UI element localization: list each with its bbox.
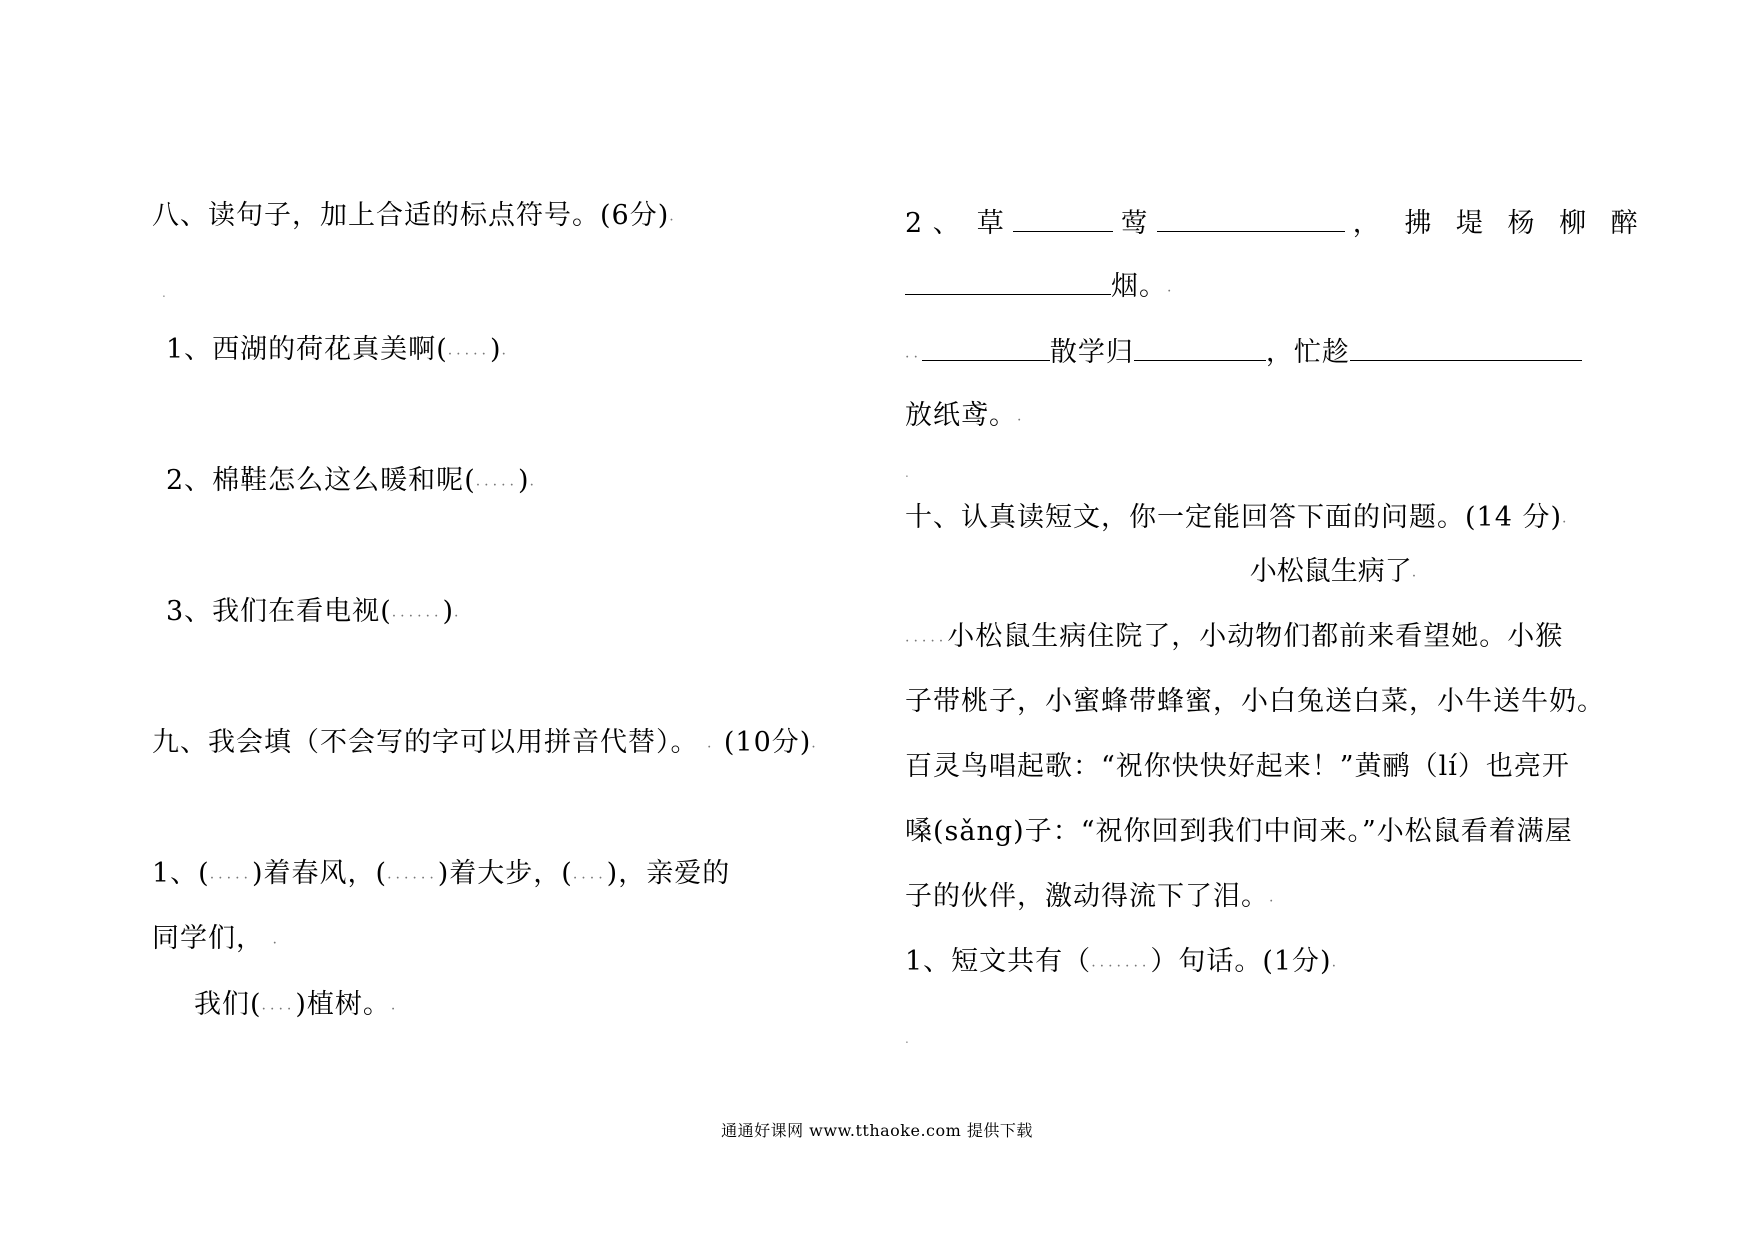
- footer-text: 通通好课网 www.tthaoke.com 提供下载: [721, 1121, 1033, 1140]
- question-9-item-2-line-4: 放纸鸢。.: [905, 400, 1026, 431]
- q8-item-3-text: 3、我们在看电视: [166, 596, 381, 627]
- question-8-title-text: 八、读句子，加上合适的标点符号。(6分): [152, 200, 670, 231]
- q9-2-line2-end: 烟。: [1111, 271, 1167, 302]
- passage-line-4-text: 嗓(sǎng)子：“祝你回到我们中间来。”小松鼠看着满屋: [905, 816, 1573, 847]
- passage-line-5: 子的伙伴，激动得流下了泪。.: [905, 881, 1278, 912]
- q9-2-number: 2 、: [905, 208, 961, 239]
- q10-1-prefix: 1、短文共有（: [905, 946, 1092, 977]
- fill-blank[interactable]: [922, 332, 1050, 361]
- q9-2-line3-mid2: ，忙趁: [1265, 337, 1350, 368]
- question-9-item-1-line-1: [152, 856, 730, 893]
- question-9-score: (10分): [723, 727, 812, 758]
- passage-line-4: [905, 814, 1573, 850]
- answer-blank[interactable]: ......: [387, 866, 438, 883]
- answer-blank[interactable]: .....: [447, 342, 490, 359]
- question-8-item-2: 2、棉鞋怎么这么暖和呢(.....).: [166, 465, 538, 496]
- passage-title-text: 小松鼠生病了: [1249, 556, 1412, 587]
- answer-blank[interactable]: ......: [391, 604, 443, 621]
- question-8-item-1: 1、西湖的荷花真美啊(.....).: [166, 334, 510, 365]
- q10-1-end: ）句话。(1分): [1150, 946, 1332, 977]
- question-8-title: 八、读句子，加上合适的标点符号。(6分).: [152, 200, 678, 231]
- question-9-title: 九、我会填（不会写的字可以用拼音代替）。 . (10分).: [152, 727, 820, 758]
- question-9-title-text: 九、我会填（不会写的字可以用拼音代替）。: [152, 727, 699, 758]
- passage-line-2: [905, 684, 1605, 720]
- paren-close: ): [490, 334, 502, 365]
- q9-2-tail: ， 拂 堤 杨 柳 醉: [1352, 208, 1646, 239]
- answer-blank[interactable]: ....: [261, 997, 296, 1014]
- footer: [0, 1118, 1754, 1141]
- answer-blank[interactable]: .....: [475, 473, 518, 490]
- answer-blank[interactable]: .......: [1091, 954, 1151, 971]
- q9-1-line2-text: 同学们，: [152, 923, 264, 954]
- paren-close: ): [518, 465, 530, 496]
- fill-blank[interactable]: [1134, 332, 1266, 361]
- q9-2-line4-text: 放纸鸢。: [905, 400, 1017, 431]
- q9-1-mid1: )着春风，(: [251, 858, 388, 889]
- passage-line-3: [905, 749, 1570, 785]
- paren-open: (: [464, 465, 476, 496]
- passage-line-1-text: 小松鼠生病住院了，小动物们都前来看望她。小猴: [947, 621, 1564, 652]
- question-9-item-1-line-2: 同学们， .: [152, 923, 281, 954]
- q9-1-end: )，亲爱的: [606, 858, 731, 889]
- q9-1-prefix: 1、(: [152, 858, 210, 889]
- q8-item-2-text: 2、棉鞋怎么这么暖和呢: [166, 465, 465, 496]
- paren-close: ): [442, 596, 454, 627]
- stray-dot: .: [162, 286, 166, 300]
- stray-dot: .: [905, 1032, 909, 1046]
- stray-dot: .: [905, 466, 909, 480]
- q9-1-mid2: )着大步，(: [437, 858, 573, 889]
- fill-blank[interactable]: [1350, 332, 1582, 361]
- q9-2-char-2: 莺: [1120, 208, 1149, 239]
- question-10-item-1: 1、短文共有（.......）句话。(1分).: [905, 946, 1341, 977]
- passage-line-2-text: 子带桃子，小蜜蜂带蜂蜜，小白兔送白菜，小牛送牛奶。: [905, 686, 1605, 717]
- answer-blank[interactable]: .....: [209, 866, 252, 883]
- paren-open: (: [436, 334, 448, 365]
- paren-open: (: [380, 596, 392, 627]
- q9-2-char-1: 草: [976, 208, 1005, 239]
- passage-title: 小松鼠生病了.: [1249, 556, 1421, 587]
- q9-2-line3-mid1: 散学归: [1049, 337, 1134, 368]
- passage-line-3-text: 百灵鸟唱起歌：“祝你快快好起来！”黄鹂（lí）也亮开: [905, 751, 1570, 782]
- question-10-title-text: 十、认真读短文，你一定能回答下面的问题。(14 分): [905, 502, 1563, 533]
- question-8-item-3: 3、我们在看电视(......).: [166, 596, 463, 627]
- q9-1-line3-prefix: 我们(: [194, 989, 262, 1020]
- question-9-item-1-line-3: 我们(....)植树。.: [194, 989, 400, 1020]
- fill-blank[interactable]: [905, 266, 1111, 295]
- question-10-title: 十、认真读短文，你一定能回答下面的问题。(14 分).: [905, 502, 1571, 533]
- q8-item-1-text: 1、西湖的荷花真美啊: [166, 334, 437, 365]
- q9-1-line3-end: )植树。: [295, 989, 391, 1020]
- passage-line-5-text: 子的伙伴，激动得流下了泪。: [905, 881, 1269, 912]
- fill-blank[interactable]: [1157, 203, 1345, 232]
- fill-blank[interactable]: [1013, 203, 1113, 232]
- question-9-item-2-line-1: [905, 203, 1646, 242]
- answer-blank[interactable]: ....: [572, 866, 607, 883]
- passage-line-1: .....小松鼠生病住院了，小动物们都前来看望她。小猴: [905, 621, 1564, 652]
- question-9-item-2-line-3: .. 散学归 ，忙趁: [905, 332, 1582, 372]
- question-9-item-2-line-2: 烟。.: [905, 266, 1175, 306]
